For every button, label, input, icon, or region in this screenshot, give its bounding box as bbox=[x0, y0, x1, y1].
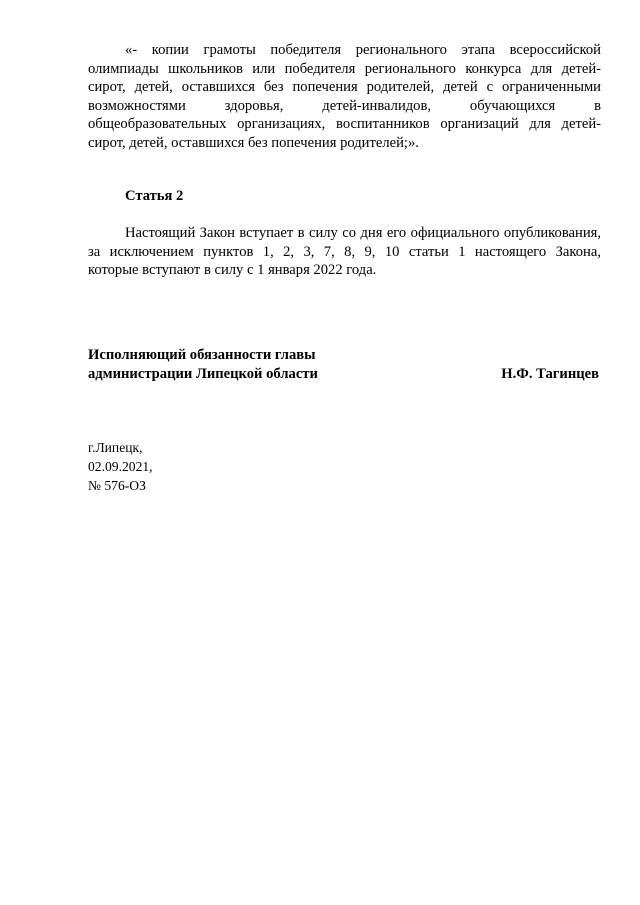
paragraph-line: за исключением пунктов 1, 2, 3, 7, 8, 9, 10 статьи 1 настоящего Закона, bbox=[88, 243, 601, 260]
paragraph-line: Настоящий Закон вступает в силу со дня его официального опубликования, bbox=[125, 225, 601, 241]
amendment-paragraph bbox=[88, 41, 601, 153]
article-body-paragraph bbox=[88, 224, 601, 280]
document-footer bbox=[88, 438, 153, 495]
signatory-title bbox=[88, 346, 318, 383]
article-heading: Статья 2 bbox=[125, 188, 184, 204]
paragraph-line: «- копии грамоты победителя регионального этапа всероссийской bbox=[125, 42, 601, 58]
paragraph-line: сирот, детей, оставшихся без попечения родителей, детей с ограниченными bbox=[88, 79, 601, 96]
footer-city: г.Липецк, bbox=[88, 440, 143, 455]
paragraph-line: которые вступают в силу с 1 января 2022 года. bbox=[88, 262, 377, 279]
paragraph-line: сирот, детей, оставшихся без попечения родителей;». bbox=[88, 134, 419, 151]
footer-law-number: № 576-ОЗ bbox=[88, 478, 146, 493]
paragraph-line: олимпиады школьников или победителя регионального конкурса для детей- bbox=[88, 60, 601, 77]
signatory-title-line: Исполняющий обязанности главы bbox=[88, 347, 316, 363]
paragraph-line: общеобразовательных организациях, воспитанников организаций для детей- bbox=[88, 116, 601, 133]
paragraph-line: возможностями здоровья, детей-инвалидов, обучающихся в bbox=[88, 97, 601, 114]
signatory-name: Н.Ф. Тагинцев bbox=[501, 365, 599, 382]
signatory-title-line: администрации Липецкой области bbox=[88, 365, 318, 382]
footer-date: 02.09.2021, bbox=[88, 459, 153, 474]
